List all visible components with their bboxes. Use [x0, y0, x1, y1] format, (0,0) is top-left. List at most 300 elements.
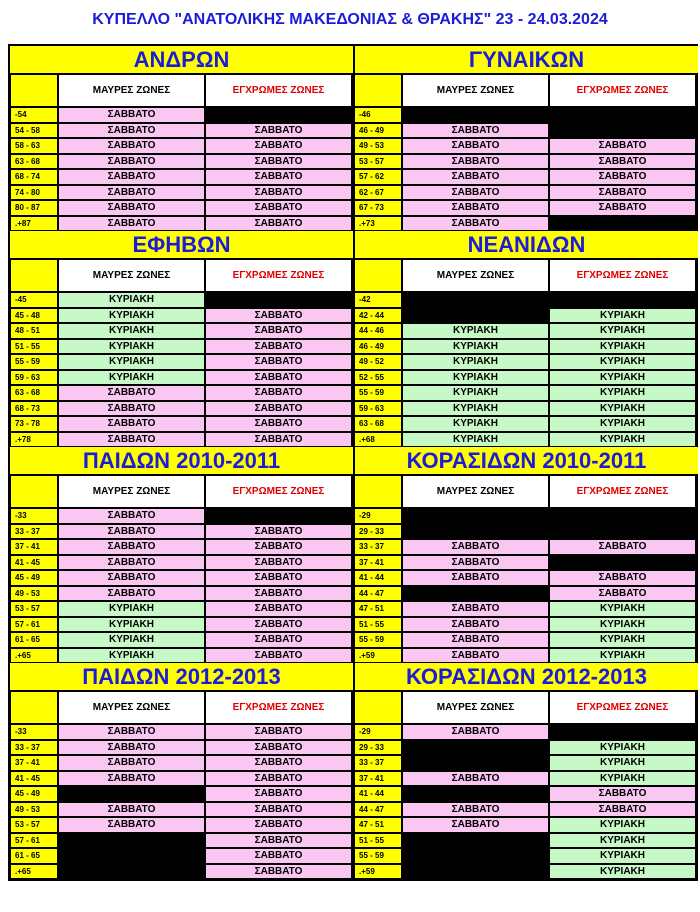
colored-belts-day: ΚΥΡΙΑΚΗ: [549, 817, 696, 833]
black-belts-day: ΚΥΡΙΑΚΗ: [58, 323, 205, 339]
table-row-half: [352, 755, 696, 771]
category-title-row: [10, 663, 696, 691]
colored-belts-day: ΣΑΒΒΑΤΟ: [205, 524, 352, 540]
colored-belts-day: ΣΑΒΒΑΤΟ: [549, 169, 696, 185]
colored-belts-day: ΣΑΒΒΑΤΟ: [205, 755, 352, 771]
table-row: [10, 864, 696, 880]
colored-belts-day: [549, 555, 696, 571]
colored-belts-day: ΣΑΒΒΑΤΟ: [205, 724, 352, 740]
colored-belts-header: ΕΓΧΡΩΜΕΣ ΖΩΝΕΣ: [205, 74, 352, 107]
table-row-half: [10, 586, 352, 602]
colored-belts-day: [549, 216, 696, 232]
black-belts-day: ΚΥΡΙΑΚΗ: [402, 432, 549, 448]
weight-class: 37 - 41: [10, 755, 58, 771]
column-header-row: [10, 259, 696, 292]
colored-belts-day: ΚΥΡΙΑΚΗ: [549, 632, 696, 648]
header-spacer: [354, 74, 402, 107]
weight-class: 51 - 55: [10, 339, 58, 355]
table-row: [10, 154, 696, 170]
table-row: [10, 200, 696, 216]
table-row: [10, 648, 696, 664]
weight-class: 33 - 37: [10, 740, 58, 756]
black-belts-day: ΣΑΒΒΑΤΟ: [58, 432, 205, 448]
table-row-half: [10, 833, 352, 849]
table-row-half: [352, 848, 696, 864]
black-belts-header: ΜΑΥΡΕΣ ΖΩΝΕΣ: [402, 691, 549, 724]
colored-belts-day: ΣΑΒΒΑΤΟ: [205, 586, 352, 602]
weight-class: 52 - 55: [354, 370, 402, 386]
table-row-half: [352, 740, 696, 756]
weight-class: .+59: [354, 864, 402, 880]
table-row: [10, 755, 696, 771]
black-belts-day: ΣΑΒΒΑΤΟ: [58, 416, 205, 432]
table-row: [10, 323, 696, 339]
black-belts-header: ΜΑΥΡΕΣ ΖΩΝΕΣ: [402, 259, 549, 292]
black-belts-day: ΣΑΒΒΑΤΟ: [58, 123, 205, 139]
category-title-half: [10, 46, 353, 74]
weight-class: 41 - 45: [10, 555, 58, 571]
black-belts-day: ΣΑΒΒΑΤΟ: [58, 740, 205, 756]
table-row-half: [10, 416, 352, 432]
table-row: [10, 601, 696, 617]
weight-class: 68 - 73: [10, 401, 58, 417]
black-belts-day: ΣΑΒΒΑΤΟ: [58, 385, 205, 401]
black-belts-day: [402, 848, 549, 864]
colored-belts-day: ΣΑΒΒΑΤΟ: [549, 138, 696, 154]
colored-belts-header: ΕΓΧΡΩΜΕΣ ΖΩΝΕΣ: [549, 259, 696, 292]
colored-belts-day: [205, 107, 352, 123]
table-row: [10, 123, 696, 139]
colored-belts-header: ΕΓΧΡΩΜΕΣ ΖΩΝΕΣ: [549, 74, 696, 107]
table-row: [10, 416, 696, 432]
table-row-half: [10, 323, 352, 339]
table-row-half: [352, 107, 696, 123]
black-belts-day: ΣΑΒΒΑΤΟ: [58, 555, 205, 571]
colored-belts-day: ΚΥΡΙΑΚΗ: [549, 401, 696, 417]
black-belts-day: ΣΑΒΒΑΤΟ: [58, 169, 205, 185]
colored-belts-header: ΕΓΧΡΩΜΕΣ ΖΩΝΕΣ: [549, 475, 696, 508]
table-row-half: [352, 786, 696, 802]
weight-class: -33: [10, 724, 58, 740]
black-belts-day: ΣΑΒΒΑΤΟ: [58, 200, 205, 216]
table-row-half: [352, 308, 696, 324]
weight-class: -29: [354, 724, 402, 740]
colored-belts-day: ΣΑΒΒΑΤΟ: [205, 539, 352, 555]
colored-belts-day: ΣΑΒΒΑΤΟ: [205, 771, 352, 787]
black-belts-day: [402, 308, 549, 324]
colored-belts-day: [549, 123, 696, 139]
column-header-half: [10, 74, 352, 107]
black-belts-day: ΚΥΡΙΑΚΗ: [402, 354, 549, 370]
header-spacer: [10, 691, 58, 724]
colored-belts-day: ΚΥΡΙΑΚΗ: [549, 432, 696, 448]
table-row-half: [352, 555, 696, 571]
colored-belts-day: ΣΑΒΒΑΤΟ: [205, 185, 352, 201]
black-belts-day: ΣΑΒΒΑΤΟ: [402, 632, 549, 648]
black-belts-day: ΚΥΡΙΑΚΗ: [402, 370, 549, 386]
table-row-half: [352, 323, 696, 339]
colored-belts-day: ΣΑΒΒΑΤΟ: [205, 648, 352, 664]
colored-belts-day: ΣΑΒΒΑΤΟ: [205, 200, 352, 216]
table-row-half: [352, 570, 696, 586]
black-belts-day: ΣΑΒΒΑΤΟ: [58, 138, 205, 154]
weight-class: .+65: [10, 864, 58, 880]
weight-class: -46: [354, 107, 402, 123]
table-row-half: [352, 416, 696, 432]
table-row-half: [10, 570, 352, 586]
weight-class: 51 - 55: [354, 833, 402, 849]
weight-class: 37 - 41: [354, 555, 402, 571]
weight-class: .+73: [354, 216, 402, 232]
table-row: [10, 432, 696, 448]
table-row-half: [10, 755, 352, 771]
category-title-row: [10, 447, 696, 475]
weight-class: 55 - 59: [354, 385, 402, 401]
weight-class: 29 - 33: [354, 740, 402, 756]
weight-class: 61 - 65: [10, 632, 58, 648]
black-belts-day: ΚΥΡΙΑΚΗ: [58, 292, 205, 308]
table-row: [10, 138, 696, 154]
black-belts-day: [402, 864, 549, 880]
table-row-half: [352, 216, 696, 232]
table-row: [10, 802, 696, 818]
black-belts-day: [402, 740, 549, 756]
black-belts-day: ΣΑΒΒΑΤΟ: [58, 539, 205, 555]
weight-class: 55 - 59: [354, 632, 402, 648]
weight-class: 61 - 65: [10, 848, 58, 864]
black-belts-day: ΚΥΡΙΑΚΗ: [402, 385, 549, 401]
black-belts-day: ΣΑΒΒΑΤΟ: [58, 586, 205, 602]
weight-class: 33 - 37: [354, 755, 402, 771]
black-belts-day: [402, 524, 549, 540]
colored-belts-day: ΣΑΒΒΑΤΟ: [205, 802, 352, 818]
table-row-half: [352, 292, 696, 308]
weight-class: 51 - 55: [354, 617, 402, 633]
weight-class: 44 - 47: [354, 586, 402, 602]
table-row: [10, 292, 696, 308]
black-belts-day: ΚΥΡΙΑΚΗ: [402, 416, 549, 432]
black-belts-day: ΚΥΡΙΑΚΗ: [58, 648, 205, 664]
black-belts-day: ΣΑΒΒΑΤΟ: [402, 617, 549, 633]
black-belts-day: ΣΑΒΒΑΤΟ: [402, 200, 549, 216]
weight-class: 45 - 49: [10, 570, 58, 586]
black-belts-day: ΣΑΒΒΑΤΟ: [402, 185, 549, 201]
black-belts-header: ΜΑΥΡΕΣ ΖΩΝΕΣ: [402, 74, 549, 107]
table-row: [10, 216, 696, 232]
colored-belts-day: ΚΥΡΙΑΚΗ: [549, 308, 696, 324]
weight-class: 53 - 57: [10, 817, 58, 833]
black-belts-day: ΣΑΒΒΑΤΟ: [58, 755, 205, 771]
column-header-row: [10, 691, 696, 724]
colored-belts-day: ΣΑΒΒΑΤΟ: [205, 216, 352, 232]
colored-belts-day: ΚΥΡΙΑΚΗ: [549, 385, 696, 401]
weight-class: 33 - 37: [354, 539, 402, 555]
colored-belts-day: ΣΑΒΒΑΤΟ: [549, 539, 696, 555]
colored-belts-day: [549, 107, 696, 123]
black-belts-day: ΚΥΡΙΑΚΗ: [58, 370, 205, 386]
category-title-row: [10, 231, 696, 259]
table-row-half: [352, 385, 696, 401]
table-row: [10, 833, 696, 849]
table-row: [10, 308, 696, 324]
table-row-half: [10, 802, 352, 818]
black-belts-day: ΣΑΒΒΑΤΟ: [58, 185, 205, 201]
table-row-half: [352, 724, 696, 740]
black-belts-day: ΚΥΡΙΑΚΗ: [58, 632, 205, 648]
table-row: [10, 508, 696, 524]
black-belts-day: ΣΑΒΒΑΤΟ: [58, 107, 205, 123]
table-row: [10, 185, 696, 201]
weight-class: 48 - 51: [10, 323, 58, 339]
table-row-half: [10, 169, 352, 185]
black-belts-day: ΣΑΒΒΑΤΟ: [402, 154, 549, 170]
table-row-half: [352, 401, 696, 417]
table-row-half: [10, 740, 352, 756]
black-belts-day: ΣΑΒΒΑΤΟ: [58, 771, 205, 787]
weight-class: 47 - 51: [354, 817, 402, 833]
table-row-half: [352, 339, 696, 355]
colored-belts-day: ΚΥΡΙΑΚΗ: [549, 864, 696, 880]
colored-belts-day: ΣΑΒΒΑΤΟ: [549, 570, 696, 586]
black-belts-day: ΚΥΡΙΑΚΗ: [58, 601, 205, 617]
category-title: ΝΕΑΝΙΔΩΝ: [355, 231, 698, 259]
colored-belts-day: ΣΑΒΒΑΤΟ: [205, 848, 352, 864]
table-row-half: [352, 370, 696, 386]
column-header-row: [10, 475, 696, 508]
colored-belts-day: ΣΑΒΒΑΤΟ: [205, 308, 352, 324]
table-row-half: [10, 308, 352, 324]
black-belts-day: ΚΥΡΙΑΚΗ: [58, 354, 205, 370]
weight-class: -33: [10, 508, 58, 524]
colored-belts-day: ΚΥΡΙΑΚΗ: [549, 771, 696, 787]
black-belts-day: [402, 292, 549, 308]
table-row-half: [10, 539, 352, 555]
weight-class: 55 - 59: [10, 354, 58, 370]
table-row-half: [352, 632, 696, 648]
black-belts-day: [58, 848, 205, 864]
weight-class: 67 - 73: [354, 200, 402, 216]
weight-class: 63 - 68: [10, 385, 58, 401]
table-row: [10, 771, 696, 787]
table-row-half: [10, 848, 352, 864]
category-title-row: [10, 46, 696, 74]
header-spacer: [354, 259, 402, 292]
weight-class: 53 - 57: [10, 601, 58, 617]
black-belts-day: ΣΑΒΒΑΤΟ: [402, 216, 549, 232]
table-row-half: [10, 508, 352, 524]
colored-belts-day: ΣΑΒΒΑΤΟ: [549, 154, 696, 170]
black-belts-day: ΚΥΡΙΑΚΗ: [402, 323, 549, 339]
header-spacer: [10, 259, 58, 292]
weight-class: 45 - 49: [10, 786, 58, 802]
weight-class: 58 - 63: [10, 138, 58, 154]
weight-class: 29 - 33: [354, 524, 402, 540]
category-title-half: [10, 663, 353, 691]
black-belts-day: [402, 107, 549, 123]
table-row: [10, 385, 696, 401]
weight-class: 80 - 87: [10, 200, 58, 216]
colored-belts-day: ΣΑΒΒΑΤΟ: [549, 185, 696, 201]
table-row-half: [352, 123, 696, 139]
page-title: ΚΥΠΕΛΛΟ "ΑΝΑΤΟΛΙΚΗΣ ΜΑΚΕΔΟΝΙΑΣ & ΘΡΑΚΗΣ" 23 - 24.03.2024: [92, 11, 608, 28]
black-belts-day: ΣΑΒΒΑΤΟ: [58, 724, 205, 740]
table-row-half: [352, 802, 696, 818]
table-row-half: [10, 817, 352, 833]
colored-belts-day: ΣΑΒΒΑΤΟ: [205, 740, 352, 756]
column-header-half: [352, 74, 696, 107]
weight-class: .+87: [10, 216, 58, 232]
black-belts-day: ΣΑΒΒΑΤΟ: [58, 524, 205, 540]
weight-class: 53 - 57: [354, 154, 402, 170]
colored-belts-day: ΣΑΒΒΑΤΟ: [205, 401, 352, 417]
table-row-half: [10, 385, 352, 401]
colored-belts-day: ΣΑΒΒΑΤΟ: [205, 339, 352, 355]
colored-belts-day: ΣΑΒΒΑΤΟ: [205, 817, 352, 833]
colored-belts-day: ΣΑΒΒΑΤΟ: [205, 323, 352, 339]
black-belts-day: ΣΑΒΒΑΤΟ: [402, 724, 549, 740]
schedule-table: [8, 44, 698, 881]
table-row-half: [10, 771, 352, 787]
colored-belts-day: ΣΑΒΒΑΤΟ: [205, 432, 352, 448]
table-row: [10, 786, 696, 802]
table-row-half: [10, 864, 352, 880]
colored-belts-day: ΚΥΡΙΑΚΗ: [549, 755, 696, 771]
table-row-half: [352, 508, 696, 524]
colored-belts-day: ΚΥΡΙΑΚΗ: [549, 323, 696, 339]
table-row-half: [10, 432, 352, 448]
colored-belts-day: [205, 508, 352, 524]
table-row-half: [10, 648, 352, 664]
column-header-half: [10, 475, 352, 508]
table-row-half: [352, 617, 696, 633]
colored-belts-day: [205, 292, 352, 308]
weight-class: 37 - 41: [354, 771, 402, 787]
weight-class: 41 - 45: [10, 771, 58, 787]
colored-belts-day: ΚΥΡΙΑΚΗ: [549, 833, 696, 849]
table-row-half: [10, 123, 352, 139]
colored-belts-day: ΣΑΒΒΑΤΟ: [205, 354, 352, 370]
colored-belts-day: ΣΑΒΒΑΤΟ: [205, 154, 352, 170]
table-row-half: [10, 138, 352, 154]
colored-belts-day: ΣΑΒΒΑΤΟ: [205, 570, 352, 586]
table-row-half: [10, 107, 352, 123]
category-title: ΓΥΝΑΙΚΩΝ: [355, 46, 698, 74]
black-belts-day: ΣΑΒΒΑΤΟ: [402, 169, 549, 185]
weight-class: 37 - 41: [10, 539, 58, 555]
black-belts-header: ΜΑΥΡΕΣ ΖΩΝΕΣ: [402, 475, 549, 508]
table-row: [10, 586, 696, 602]
category-title-half: [10, 447, 353, 475]
category-title: ΠΑΙΔΩΝ 2010-2011: [10, 447, 353, 475]
weight-class: .+78: [10, 432, 58, 448]
colored-belts-day: ΚΥΡΙΑΚΗ: [549, 339, 696, 355]
weight-class: 44 - 46: [354, 323, 402, 339]
weight-class: -54: [10, 107, 58, 123]
colored-belts-day: ΣΑΒΒΑΤΟ: [549, 802, 696, 818]
weight-class: 44 - 47: [354, 802, 402, 818]
colored-belts-header: ΕΓΧΡΩΜΕΣ ΖΩΝΕΣ: [205, 691, 352, 724]
table-row-half: [10, 632, 352, 648]
table-row-half: [10, 354, 352, 370]
table-row-half: [352, 432, 696, 448]
table-row-half: [10, 401, 352, 417]
table-row: [10, 555, 696, 571]
colored-belts-day: ΚΥΡΙΑΚΗ: [549, 354, 696, 370]
table-row-half: [10, 185, 352, 201]
table-row-half: [352, 771, 696, 787]
colored-belts-day: ΣΑΒΒΑΤΟ: [549, 200, 696, 216]
black-belts-day: ΣΑΒΒΑΤΟ: [402, 555, 549, 571]
weight-class: 73 - 78: [10, 416, 58, 432]
table-row: [10, 740, 696, 756]
black-belts-day: ΣΑΒΒΑΤΟ: [402, 123, 549, 139]
colored-belts-day: ΣΑΒΒΑΤΟ: [205, 833, 352, 849]
table-row: [10, 370, 696, 386]
table-row-half: [352, 833, 696, 849]
black-belts-day: ΚΥΡΙΑΚΗ: [402, 401, 549, 417]
black-belts-day: [402, 786, 549, 802]
weight-class: 33 - 37: [10, 524, 58, 540]
category-title: ΚΟΡΑΣΙΔΩΝ 2010-2011: [355, 447, 698, 475]
black-belts-day: [402, 755, 549, 771]
black-belts-day: ΣΑΒΒΑΤΟ: [402, 648, 549, 664]
weight-class: 74 - 80: [10, 185, 58, 201]
colored-belts-day: ΚΥΡΙΑΚΗ: [549, 848, 696, 864]
weight-class: 42 - 44: [354, 308, 402, 324]
weight-class: 63 - 68: [10, 154, 58, 170]
column-header-half: [10, 691, 352, 724]
table-row-half: [352, 154, 696, 170]
table-row-half: [352, 138, 696, 154]
table-row-half: [352, 586, 696, 602]
colored-belts-day: ΣΑΒΒΑΤΟ: [205, 617, 352, 633]
table-row: [10, 401, 696, 417]
weight-class: 41 - 44: [354, 786, 402, 802]
table-row: [10, 817, 696, 833]
header-spacer: [10, 74, 58, 107]
table-row: [10, 570, 696, 586]
table-row: [10, 848, 696, 864]
colored-belts-day: ΣΑΒΒΑΤΟ: [205, 555, 352, 571]
colored-belts-day: ΚΥΡΙΑΚΗ: [549, 416, 696, 432]
colored-belts-header: ΕΓΧΡΩΜΕΣ ΖΩΝΕΣ: [549, 691, 696, 724]
table-row-half: [352, 539, 696, 555]
colored-belts-day: [549, 724, 696, 740]
black-belts-day: ΣΑΒΒΑΤΟ: [402, 570, 549, 586]
black-belts-day: ΣΑΒΒΑΤΟ: [402, 817, 549, 833]
category-title-half: [10, 231, 353, 259]
black-belts-day: [58, 833, 205, 849]
table-row: [10, 339, 696, 355]
colored-belts-day: ΣΑΒΒΑΤΟ: [205, 786, 352, 802]
colored-belts-day: ΚΥΡΙΑΚΗ: [549, 740, 696, 756]
black-belts-day: [402, 833, 549, 849]
column-header-half: [352, 691, 696, 724]
black-belts-day: ΣΑΒΒΑΤΟ: [58, 570, 205, 586]
column-header-row: [10, 74, 696, 107]
black-belts-header: ΜΑΥΡΕΣ ΖΩΝΕΣ: [58, 259, 205, 292]
black-belts-header: ΜΑΥΡΕΣ ΖΩΝΕΣ: [58, 691, 205, 724]
black-belts-day: ΣΑΒΒΑΤΟ: [402, 138, 549, 154]
category-title-half: [353, 663, 698, 691]
colored-belts-day: ΚΥΡΙΑΚΗ: [549, 617, 696, 633]
colored-belts-day: [549, 508, 696, 524]
weight-class: -42: [354, 292, 402, 308]
weight-class: 46 - 49: [354, 339, 402, 355]
category-title-half: [353, 46, 698, 74]
black-belts-day: [58, 864, 205, 880]
table-row-half: [352, 864, 696, 880]
